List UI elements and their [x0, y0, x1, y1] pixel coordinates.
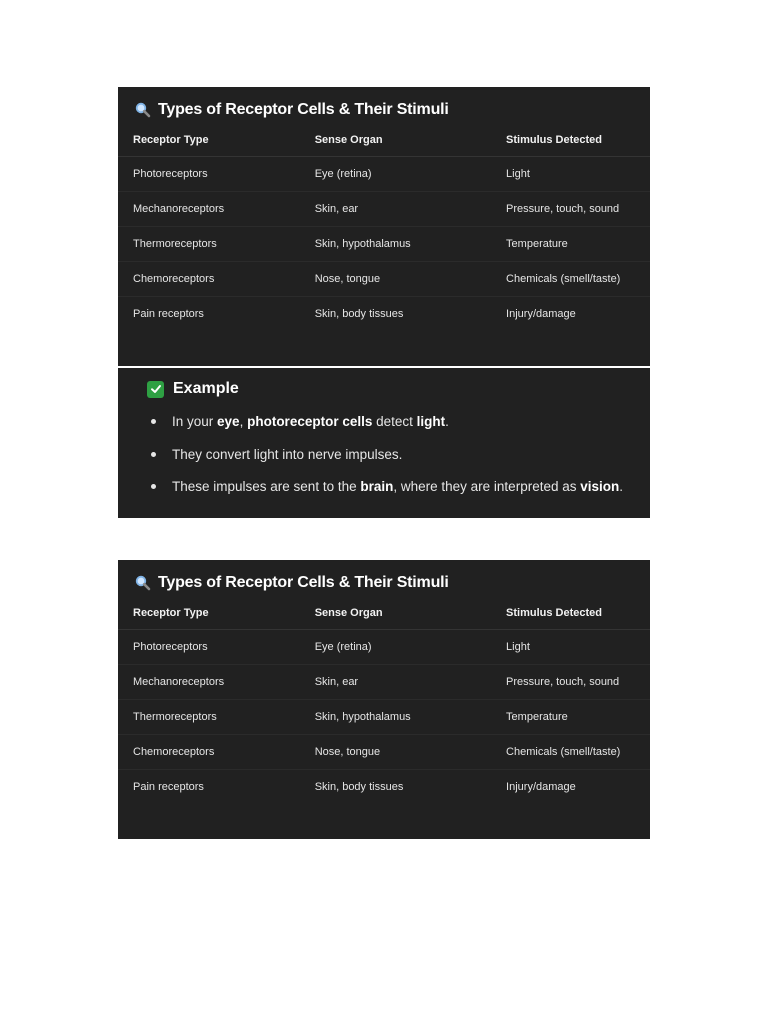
receptor-table-panel-bottom [118, 560, 650, 839]
table-title [133, 572, 449, 594]
bullet-seg: These impulses are sent to the [172, 479, 361, 494]
receptor-table [118, 596, 650, 804]
cell-receptor-type: Mechanoreceptors [118, 665, 315, 700]
table-row [118, 262, 650, 297]
cell-receptor-type: Chemoreceptors [118, 735, 315, 770]
example-panel [118, 368, 650, 518]
table-title-text: Types of Receptor Cells & Their Stimuli [158, 574, 449, 591]
table-header-row [118, 596, 650, 630]
cell-stimulus: Temperature [506, 227, 650, 262]
bullet-seg-bold: light [416, 414, 446, 429]
list-item [118, 445, 623, 478]
header-receptor-type: Receptor Type [118, 123, 315, 157]
cell-stimulus: Chemicals (smell/taste) [506, 262, 650, 297]
header-sense-organ: Sense Organ [315, 596, 506, 630]
magnifier-icon [133, 100, 153, 120]
table-row [118, 770, 650, 805]
table-row [118, 665, 650, 700]
example-bullet-list [118, 412, 623, 510]
cell-receptor-type: Mechanoreceptors [118, 192, 315, 227]
cell-sense-organ: Skin, ear [315, 192, 506, 227]
cell-stimulus: Injury/damage [506, 308, 576, 320]
table-title-text: Types of Receptor Cells & Their Stimuli [158, 101, 449, 118]
header-sense-organ: Sense Organ [315, 123, 506, 157]
header-stimulus-detected: Stimulus Detected [506, 596, 650, 630]
bullet-seg: . [619, 479, 624, 494]
list-item [118, 477, 623, 510]
table-row [118, 735, 650, 770]
bullet-dot [151, 419, 156, 424]
cell-sense-organ: Skin, body tissues [314, 781, 404, 793]
cell-receptor-type: Chemoreceptors [118, 262, 315, 297]
cell-receptor-type: Photoreceptors [118, 157, 315, 192]
bullet-seg: detect [372, 414, 417, 429]
example-heading [147, 378, 239, 400]
cell-receptor-type: Thermoreceptors [118, 227, 315, 262]
cell-stimulus: Light [506, 157, 650, 192]
cell-stimulus: Temperature [506, 700, 650, 735]
magnifier-icon [133, 573, 153, 593]
cell-stimulus: Chemicals (smell/taste) [506, 735, 650, 770]
example-heading-text: Example [173, 380, 239, 397]
bullet-seg-bold: photoreceptor cells [247, 414, 373, 429]
checkmark-icon [147, 381, 164, 398]
header-receptor-type: Receptor Type [118, 596, 315, 630]
cell-receptor-type: Thermoreceptors [118, 700, 315, 735]
cell-stimulus: Light [506, 630, 650, 665]
table-row [118, 192, 650, 227]
bullet-seg-bold: brain [360, 479, 394, 494]
bullet-seg: They convert light into nerve impulses. [172, 446, 403, 462]
bullet-seg: In your [172, 414, 218, 429]
header-stimulus-detected: Stimulus Detected [506, 123, 650, 157]
cell-receptor-type: Pain receptors [133, 781, 204, 793]
cell-sense-organ: Nose, tongue [315, 262, 506, 297]
bullet-seg: , [239, 414, 248, 429]
bullet-seg-bold: eye [217, 414, 240, 429]
table-row [118, 297, 650, 332]
cell-sense-organ: Skin, hypothalamus [315, 700, 506, 735]
receptor-table [118, 123, 650, 331]
cell-sense-organ: Skin, hypothalamus [315, 227, 506, 262]
cell-stimulus: Injury/damage [506, 781, 576, 793]
cell-sense-organ: Nose, tongue [315, 735, 506, 770]
cell-stimulus: Pressure, touch, sound [506, 665, 650, 700]
table-row [118, 630, 650, 665]
bullet-seg: . [445, 414, 449, 429]
table-row [118, 157, 650, 192]
cell-sense-organ: Skin, ear [315, 665, 506, 700]
table-header-row [118, 123, 650, 157]
cell-stimulus: Pressure, touch, sound [506, 192, 650, 227]
table-row [118, 700, 650, 735]
bullet-seg-bold: vision [580, 479, 620, 494]
bullet-dot [151, 484, 156, 489]
cell-sense-organ: Skin, body tissues [314, 308, 404, 320]
table-row [118, 227, 650, 262]
list-item [118, 412, 623, 445]
cell-receptor-type: Pain receptors [133, 308, 204, 320]
table-title [133, 99, 449, 121]
bullet-dot [151, 452, 156, 457]
cell-sense-organ: Eye (retina) [315, 630, 506, 665]
cell-receptor-type: Photoreceptors [118, 630, 315, 665]
cell-sense-organ: Eye (retina) [315, 157, 506, 192]
receptor-table-panel-top [118, 87, 650, 366]
bullet-seg: , where they are interpreted as [393, 479, 581, 494]
